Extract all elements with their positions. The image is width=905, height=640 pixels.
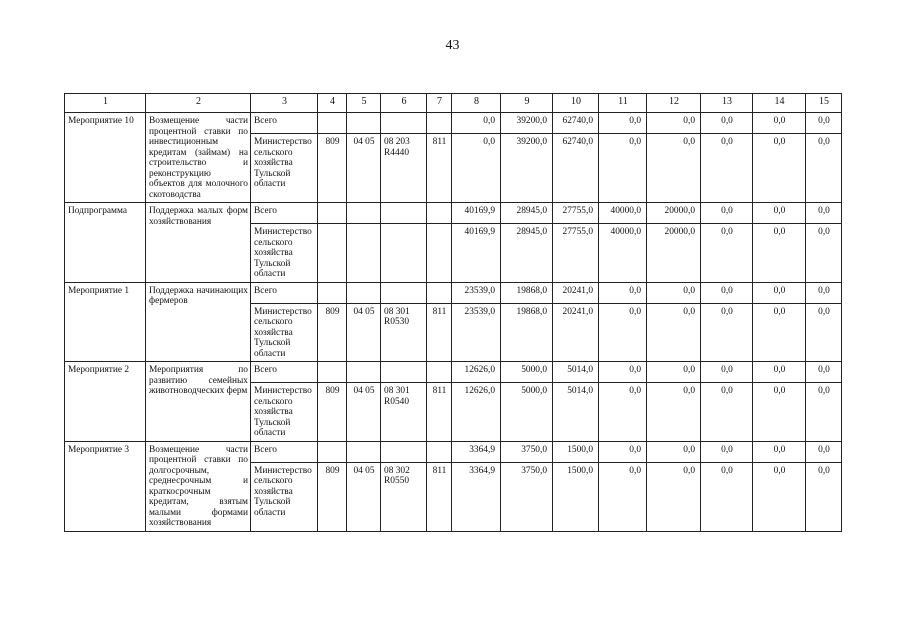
- table-row: [65, 282, 842, 303]
- grbs-cell: 809: [318, 303, 347, 362]
- block-description-cell: Поддержка начинающих фермеров: [146, 282, 251, 362]
- recipient-cell: Всего: [251, 441, 318, 462]
- value-cell: 19868,0: [501, 303, 553, 362]
- column-header: 8: [452, 94, 501, 113]
- value-cell: 0,0: [701, 113, 753, 134]
- recipient-cell: Всего: [251, 113, 318, 134]
- value-cell: 0,0: [701, 383, 753, 442]
- table-row: [65, 362, 842, 383]
- value-cell: 0,0: [753, 362, 806, 383]
- csr-cell: 08 301 R0530: [381, 303, 427, 362]
- value-cell: 0,0: [806, 441, 842, 462]
- value-cell: 0,0: [599, 441, 647, 462]
- grbs-cell: [318, 113, 347, 134]
- value-cell: 28945,0: [501, 203, 553, 224]
- value-cell: 20000,0: [647, 203, 701, 224]
- block-name-cell: Мероприятие 1: [65, 282, 146, 362]
- grbs-cell: [318, 362, 347, 383]
- value-cell: 1500,0: [553, 462, 599, 531]
- value-cell: 40169,9: [452, 203, 501, 224]
- column-header: 11: [599, 94, 647, 113]
- recipient-cell: Всего: [251, 362, 318, 383]
- value-cell: 0,0: [647, 113, 701, 134]
- value-cell: 0,0: [599, 303, 647, 362]
- value-cell: 28945,0: [501, 224, 553, 283]
- recipient-cell: Министерство сельского хозяйства Тульской области: [251, 134, 318, 203]
- table-row: [65, 203, 842, 224]
- value-cell: 0,0: [647, 282, 701, 303]
- recipient-cell: Всего: [251, 203, 318, 224]
- value-cell: 0,0: [753, 383, 806, 442]
- value-cell: 0,0: [701, 303, 753, 362]
- vr-cell: 811: [427, 303, 452, 362]
- page-number: 43: [445, 38, 460, 53]
- value-cell: 39200,0: [501, 113, 553, 134]
- value-cell: 1500,0: [553, 441, 599, 462]
- column-header: 9: [501, 94, 553, 113]
- column-header: 6: [381, 94, 427, 113]
- value-cell: 0,0: [599, 462, 647, 531]
- table-row: [65, 113, 842, 134]
- block-name-cell: Мероприятие 10: [65, 113, 146, 203]
- value-cell: 0,0: [753, 303, 806, 362]
- value-cell: 0,0: [753, 134, 806, 203]
- value-cell: 3750,0: [501, 462, 553, 531]
- value-cell: 62740,0: [553, 134, 599, 203]
- value-cell: 0,0: [806, 462, 842, 531]
- block-description-cell: Возмещение части процентной ставки по долгосрочным, среднесрочным и краткосрочным кредитам, взятым малыми формами хозяйствования: [146, 441, 251, 531]
- value-cell: 0,0: [806, 113, 842, 134]
- recipient-cell: Министерство сельского хозяйства Тульской области: [251, 462, 318, 531]
- column-header: 2: [146, 94, 251, 113]
- value-cell: 3364,9: [452, 441, 501, 462]
- vr-cell: 811: [427, 134, 452, 203]
- value-cell: 3750,0: [501, 441, 553, 462]
- rzpr-cell: [347, 362, 381, 383]
- value-cell: 0,0: [647, 362, 701, 383]
- value-cell: 12626,0: [452, 383, 501, 442]
- value-cell: 5000,0: [501, 362, 553, 383]
- column-header: 1: [65, 94, 146, 113]
- value-cell: 40169,9: [452, 224, 501, 283]
- csr-cell: [381, 203, 427, 224]
- csr-cell: 08 302 R0550: [381, 462, 427, 531]
- vr-cell: [427, 362, 452, 383]
- value-cell: 0,0: [806, 383, 842, 442]
- block-name-cell: Мероприятие 3: [65, 441, 146, 531]
- block-name-cell: Подпрограмма: [65, 203, 146, 283]
- value-cell: 39200,0: [501, 134, 553, 203]
- value-cell: 0,0: [452, 134, 501, 203]
- value-cell: 0,0: [753, 462, 806, 531]
- column-header: 4: [318, 94, 347, 113]
- value-cell: 0,0: [647, 383, 701, 442]
- csr-cell: [381, 441, 427, 462]
- block-description-cell: Возмещение части процентной ставки по инвестиционным кредитам (займам) на строительство и реконструкцию объектов для молочного скотоводства: [146, 113, 251, 203]
- column-header: 15: [806, 94, 842, 113]
- value-cell: 3364,9: [452, 462, 501, 531]
- table-body: [65, 113, 842, 532]
- value-cell: 0,0: [647, 441, 701, 462]
- value-cell: 0,0: [753, 113, 806, 134]
- value-cell: 0,0: [701, 224, 753, 283]
- vr-cell: [427, 441, 452, 462]
- column-header: 12: [647, 94, 701, 113]
- rzpr-cell: 04 05: [347, 303, 381, 362]
- value-cell: 0,0: [701, 441, 753, 462]
- csr-cell: 08 203 R4440: [381, 134, 427, 203]
- recipient-cell: Министерство сельского хозяйства Тульской области: [251, 303, 318, 362]
- block-description-cell: Поддержка малых форм хозяйствования: [146, 203, 251, 283]
- vr-cell: [427, 113, 452, 134]
- rzpr-cell: [347, 282, 381, 303]
- header-row: [65, 94, 842, 113]
- value-cell: 23539,0: [452, 282, 501, 303]
- value-cell: 0,0: [647, 134, 701, 203]
- value-cell: 0,0: [647, 303, 701, 362]
- value-cell: 0,0: [806, 362, 842, 383]
- rzpr-cell: 04 05: [347, 462, 381, 531]
- value-cell: 0,0: [806, 224, 842, 283]
- column-header: 10: [553, 94, 599, 113]
- value-cell: 20000,0: [647, 224, 701, 283]
- value-cell: 62740,0: [553, 113, 599, 134]
- block-name-cell: Мероприятие 2: [65, 362, 146, 442]
- recipient-cell: Министерство сельского хозяйства Тульской области: [251, 224, 318, 283]
- value-cell: 5000,0: [501, 383, 553, 442]
- recipient-cell: Всего: [251, 282, 318, 303]
- value-cell: 27755,0: [553, 224, 599, 283]
- csr-cell: [381, 224, 427, 283]
- value-cell: 0,0: [753, 441, 806, 462]
- csr-cell: 08 301 R0540: [381, 383, 427, 442]
- value-cell: 0,0: [806, 282, 842, 303]
- rzpr-cell: 04 05: [347, 383, 381, 442]
- value-cell: 0,0: [806, 203, 842, 224]
- vr-cell: [427, 203, 452, 224]
- value-cell: 20241,0: [553, 303, 599, 362]
- csr-cell: [381, 113, 427, 134]
- value-cell: 0,0: [806, 134, 842, 203]
- value-cell: 12626,0: [452, 362, 501, 383]
- grbs-cell: [318, 203, 347, 224]
- column-header: 13: [701, 94, 753, 113]
- value-cell: 0,0: [701, 462, 753, 531]
- value-cell: 0,0: [753, 203, 806, 224]
- rzpr-cell: [347, 113, 381, 134]
- value-cell: 0,0: [701, 362, 753, 383]
- column-header: 3: [251, 94, 318, 113]
- value-cell: 19868,0: [501, 282, 553, 303]
- grbs-cell: [318, 441, 347, 462]
- csr-cell: [381, 362, 427, 383]
- grbs-cell: 809: [318, 134, 347, 203]
- rzpr-cell: [347, 224, 381, 283]
- csr-cell: [381, 282, 427, 303]
- value-cell: 0,0: [753, 282, 806, 303]
- value-cell: 23539,0: [452, 303, 501, 362]
- value-cell: 27755,0: [553, 203, 599, 224]
- budget-table: [64, 93, 842, 532]
- rzpr-cell: 04 05: [347, 134, 381, 203]
- value-cell: 0,0: [599, 383, 647, 442]
- value-cell: 0,0: [753, 224, 806, 283]
- value-cell: 0,0: [452, 113, 501, 134]
- value-cell: 0,0: [701, 203, 753, 224]
- value-cell: 0,0: [647, 462, 701, 531]
- value-cell: 40000,0: [599, 203, 647, 224]
- grbs-cell: [318, 224, 347, 283]
- table-row: [65, 441, 842, 462]
- value-cell: 40000,0: [599, 224, 647, 283]
- column-header: 5: [347, 94, 381, 113]
- value-cell: 0,0: [599, 362, 647, 383]
- value-cell: 0,0: [701, 134, 753, 203]
- value-cell: 0,0: [701, 282, 753, 303]
- vr-cell: [427, 224, 452, 283]
- column-header: 7: [427, 94, 452, 113]
- value-cell: 5014,0: [553, 383, 599, 442]
- value-cell: 20241,0: [553, 282, 599, 303]
- grbs-cell: 809: [318, 383, 347, 442]
- block-description-cell: Мероприятия по развитию семейных животноводческих ферм: [146, 362, 251, 442]
- value-cell: 5014,0: [553, 362, 599, 383]
- value-cell: 0,0: [599, 134, 647, 203]
- vr-cell: [427, 282, 452, 303]
- rzpr-cell: [347, 441, 381, 462]
- column-header: 14: [753, 94, 806, 113]
- grbs-cell: [318, 282, 347, 303]
- rzpr-cell: [347, 203, 381, 224]
- vr-cell: 811: [427, 383, 452, 442]
- recipient-cell: Министерство сельского хозяйства Тульской области: [251, 383, 318, 442]
- value-cell: 0,0: [599, 113, 647, 134]
- vr-cell: 811: [427, 462, 452, 531]
- value-cell: 0,0: [806, 303, 842, 362]
- grbs-cell: 809: [318, 462, 347, 531]
- value-cell: 0,0: [599, 282, 647, 303]
